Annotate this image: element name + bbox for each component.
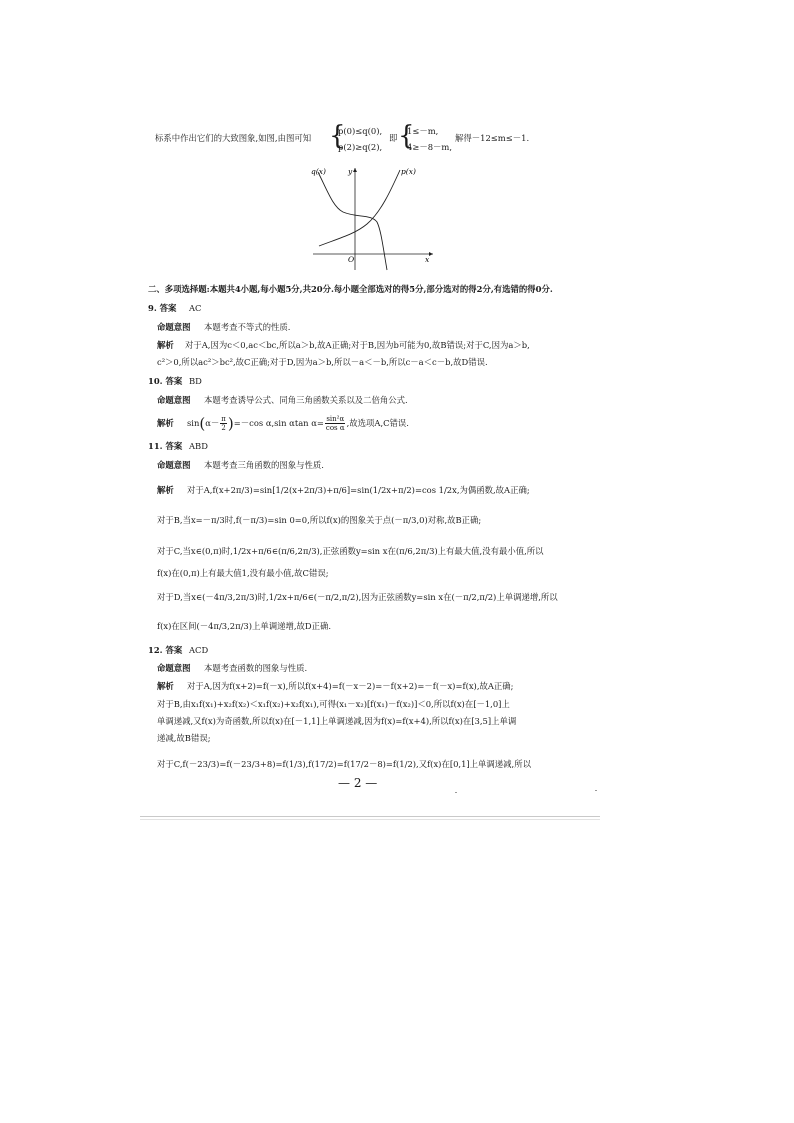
q11-analysis-label: 解析 xyxy=(157,485,174,495)
function-graph xyxy=(305,162,440,272)
q10-tail: ,故选项A,C错误. xyxy=(346,418,409,428)
q9-analysis-label: 解析 xyxy=(157,340,174,350)
graph-label-o: O xyxy=(348,255,355,264)
q10-frac-sin2: $\frac{\text{sin²α}}{\text{cos α}}$ xyxy=(325,415,345,432)
graph-label-y: y xyxy=(348,167,353,176)
q12-intent: 本题考查函数的图象与性质. xyxy=(204,663,308,673)
graph-label-x: x xyxy=(425,255,430,264)
q12-lineB3: 递减,故B错误; xyxy=(157,733,211,743)
system2-brace: { xyxy=(398,121,415,151)
q9-answer: AC xyxy=(189,303,202,313)
system1-row2: p(2)≥q(2), xyxy=(338,142,383,152)
y-axis-arrow xyxy=(353,168,357,172)
q10-cos-part: =－cos α,sin αtan α= xyxy=(233,418,324,428)
q11-lineD1: 对于D,当x∈(－4π/3,2π/3)时,1/2x+π/6∈(－π/2,π/2),因为正弦函数y=sin x在(－π/2,π/2)上单调递增,所以 xyxy=(157,592,558,602)
q11-lineA: 对于A,f(x+2π/3)=sin[1/2(x+2π/3)+π/6]=sin(1/2x+π/2)=cos 1/2x,为偶函数,故A正确; xyxy=(187,485,530,495)
q11-lineC1: 对于C,当x∈(0,π)时,1/2x+π/6∈(π/6,2π/3),正弦函数y=sin x在(π/6,2π/3)上有最大值,没有最小值,所以 xyxy=(157,546,544,556)
page-bottom-rule-shadow xyxy=(140,819,600,820)
q12-answer: ACD xyxy=(189,645,209,655)
q12-head: 12. 答案 xyxy=(148,645,183,655)
ji-word: 即 xyxy=(389,133,398,143)
system2-row2: 4≥－8－m, xyxy=(407,142,453,152)
page-number: — 2 — xyxy=(338,776,378,790)
graph-label-q: q(x) xyxy=(311,167,326,176)
q11-lineD2: f(x)在区间(－4π/3,2π/3)上单调递增,故D正确. xyxy=(157,621,332,631)
q12-analysis-label: 解析 xyxy=(157,681,174,691)
q12-lineC: 对于C,f(－23/3)=f(－23/3+8)=f(1/3),f(17/2)=f(17/2－8)=f(1/2),又f(x)在[0,1]上单调递减,所以 xyxy=(157,759,531,769)
scan-speck xyxy=(595,790,597,791)
page-bottom-rule xyxy=(140,816,600,817)
q12-lineB2: 单调递减,又f(x)为奇函数,所以f(x)在[－1,1]上单调递减,因为f(x)=f(x+4),所以f(x)在[3,5]上单调 xyxy=(157,716,517,726)
q9-line1: 对于A,因为c＜0,ac＜bc,所以a＞b,故A正确;对于B,因为b可能为0,故B错误;对于C,因为a＞b, xyxy=(185,340,530,350)
q9-intent-label: 命题意图 xyxy=(157,322,191,332)
q10-sin: sin xyxy=(187,418,200,428)
q10-formula: sin(α－ $\frac{\pi}{2}$ )=－cos α,sin αtan α= $\frac{\text{sin²α}}{\text{cos α}}$ ,故选项A,C错误. xyxy=(187,414,409,433)
q10-frac-pi2: $\frac{\pi}{2}$ xyxy=(221,415,226,432)
q10-intent: 本题考查诱导公式、同角三角函数关系以及二倍角公式. xyxy=(204,395,408,405)
q12-lineB1: 对于B,由x₁f(x₁)+x₂f(x₂)＜x₁f(x₂)+x₂f(x₁),可得(x₁－x₂)[f(x₁)－f(x₂)]＜0,所以f(x)在[－1,0]上 xyxy=(157,699,510,709)
intro-lead: 标系中作出它们的大致图象,如图,由图可知 xyxy=(155,133,312,143)
q10-intent-label: 命题意图 xyxy=(157,395,191,405)
system1-brace: { xyxy=(329,121,346,151)
q9-head: 9. 答案 xyxy=(148,303,177,313)
q11-intent: 本题考查三角函数的图象与性质. xyxy=(204,460,324,470)
q11-lineC2: f(x)在(0,π)上有最大值1,没有最小值,故C错误; xyxy=(157,568,329,578)
system1-row1: p(0)≤q(0), xyxy=(338,126,383,136)
q11-answer: ABD xyxy=(189,441,208,451)
q10-head: 10. 答案 xyxy=(148,376,183,386)
q10-analysis-label: 解析 xyxy=(157,418,174,428)
q12-lineA: 对于A,因为f(x+2)=f(－x),所以f(x+4)=f(－x－2)=－f(x+2)=－f(－x)=f(x),故A正确; xyxy=(187,681,514,691)
q11-head: 11. 答案 xyxy=(148,441,183,451)
intro-result: 解得－12≤m≤－1. xyxy=(455,133,530,143)
scan-speck xyxy=(455,792,457,793)
q12-intent-label: 命题意图 xyxy=(157,663,191,673)
curve-p xyxy=(319,170,400,246)
x-axis-arrow xyxy=(429,252,433,256)
q9-intent: 本题考查不等式的性质. xyxy=(204,322,291,332)
q9-line2: c²＞0,所以ac²＞bc²,故C正确;对于D,因为a＞b,所以－a＜－b,所以c－a＜c－b,故D错误. xyxy=(157,357,488,367)
section2-title: 二、多项选择题:本题共4小题,每小题5分,共20分.每小题全部选对的得5分,部分选对的得2分,有选错的得0分. xyxy=(148,284,553,294)
q11-lineB: 对于B,当x=－π/3时,f(－π/3)=sin 0=0,所以f(x)的图象关于点(－π/3,0)对称,故B正确; xyxy=(157,515,482,525)
q10-answer: BD xyxy=(189,376,202,386)
q11-intent-label: 命题意图 xyxy=(157,460,191,470)
graph-label-p: p(x) xyxy=(401,167,416,176)
system2-row1: 1≤－m, xyxy=(407,126,439,136)
q10-alpha-minus: α－ xyxy=(205,418,220,428)
